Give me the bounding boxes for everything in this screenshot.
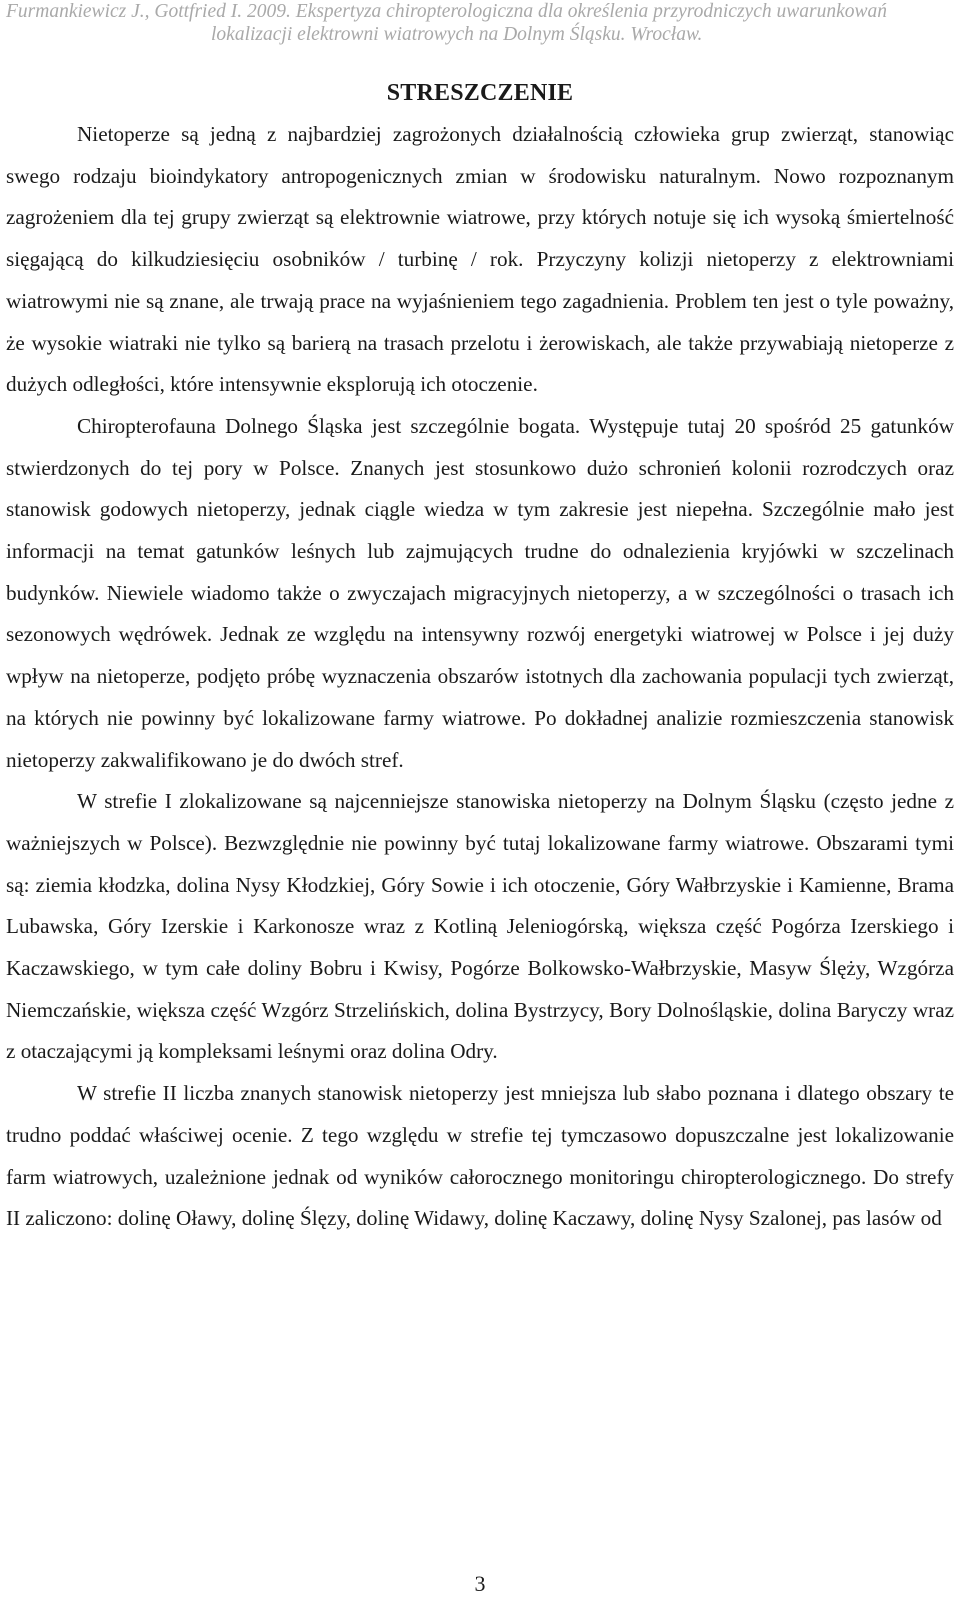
paragraph-4: W strefie II liczba znanych stanowisk nietoperzy jest mniejsza lub słabo poznana i dlatego obszary te trudno poddać właściwej ocenie. Z tego względu w strefie tej tymczasowo dopuszczalne jest lokalizowanie farm wiatrowych, uzależnione jednak od wyników całorocznego monitoringu chiropterologicznego. Do strefy II zaliczono: dolinę Oławy, dolinę Ślęzy, dolinę Widawy, dolinę Kaczawy, dolinę Nysy Szalonej, pas lasów od (6, 1081, 954, 1231)
running-header-line-2: lokalizacji elektrowni wiatrowych na Dolnym Śląsku. Wrocław. (211, 24, 703, 45)
paragraph-1: Nietoperze są jedną z najbardziej zagrożonych działalnością człowieka grup zwierząt, stanowiąc swego rodzaju bioindykatory antropogenicznych zmian w środowisku naturalnym. Nowo rozpoznanym zagrożeniem dla tej grupy zwierząt są elektrownie wiatrowe, przy których notuje się ich wysoką śmiertelność sięgającą do kilkudziesięciu osobników / turbinę / rok. Przyczyny kolizji nietoperzy z elektrowniami wiatrowymi nie są znane, ale trwają prace na wyjaśnieniem tego zagadnienia. Problem ten jest o tyle poważny, że wysokie wiatraki nie tylko są barierą na trasach przelotu i żerowiskach, ale także przywabiają nietoperze z dużych odległości, które intensywnie eksplorują ich otoczenie. (6, 122, 954, 397)
paragraph-3: W strefie I zlokalizowane są najcenniejsze stanowiska nietoperzy na Dolnym Śląsku (często jedne z ważniejszych w Polsce). Bezwzględnie nie powinny być tutaj lokalizowane farmy wiatrowe. Obszarami tymi są: ziemia kłodzka, dolina Nysy Kłodzkiej, Góry Sowie i ich otoczenie, Góry Wałbrzyskie i Kamienne, Brama Lubawska, Góry Izerskie i Karkonosze wraz z Kotliną Jeleniogórską, większa część Pogórza Izerskiego i Kaczawskiego, w tym całe doliny Bobru i Kwisy, Pogórze Bolkowsko-Wałbrzyskie, Masyw Ślęży, Wzgórza Niemczańskie, większa część Wzgórz Strzelińskich, dolina Bystrzycy, Bory Dolnośląskie, dolina Baryczy wraz z otaczającymi ją kompleksami leśnymi oraz dolina Odry. (6, 789, 954, 1064)
paragraph-2: Chiropterofauna Dolnego Śląska jest szczególnie bogata. Występuje tutaj 20 spośród 25 gatunków stwierdzonych do tej pory w Polsce. Znanych jest stosunkowo dużo schronień kolonii rozrodczych oraz stanowisk godowych nietoperzy, jednak ciągle wiedza w tym zakresie jest niepełna. Szczególnie mało jest informacji na temat gatunków leśnych lub zajmujących trudne do odnalezienia kryjówki w szczelinach budynków. Niewiele wiadomo także o zwyczajach migracyjnych nietoperzy, a w szczególności o trasach ich sezonowych wędrówek. Jednak ze względu na intensywny rozwój energetyki wiatrowej w Polsce i jej duży wpływ na nietoperze, podjęto próbę wyznaczenia obszarów istotnych dla zachowania populacji tych zwierząt, na których nie powinny być lokalizowane farmy wiatrowe. Po dokładnej analizie rozmieszczenia stanowisk nietoperzy zakwalifikowano je do dwóch stref. (6, 413, 954, 772)
section-title: STRESZCZENIE (386, 80, 574, 106)
running-header-line-1: Furmankiewicz J., Gottfried I. 2009. Ekspertyza chiropterologiczna dla określenia przyrodniczych uwarunkowań (6, 1, 887, 22)
page-number: 3 (474, 1571, 486, 1596)
running-header (6, 0, 954, 46)
summary-body (6, 114, 954, 1240)
